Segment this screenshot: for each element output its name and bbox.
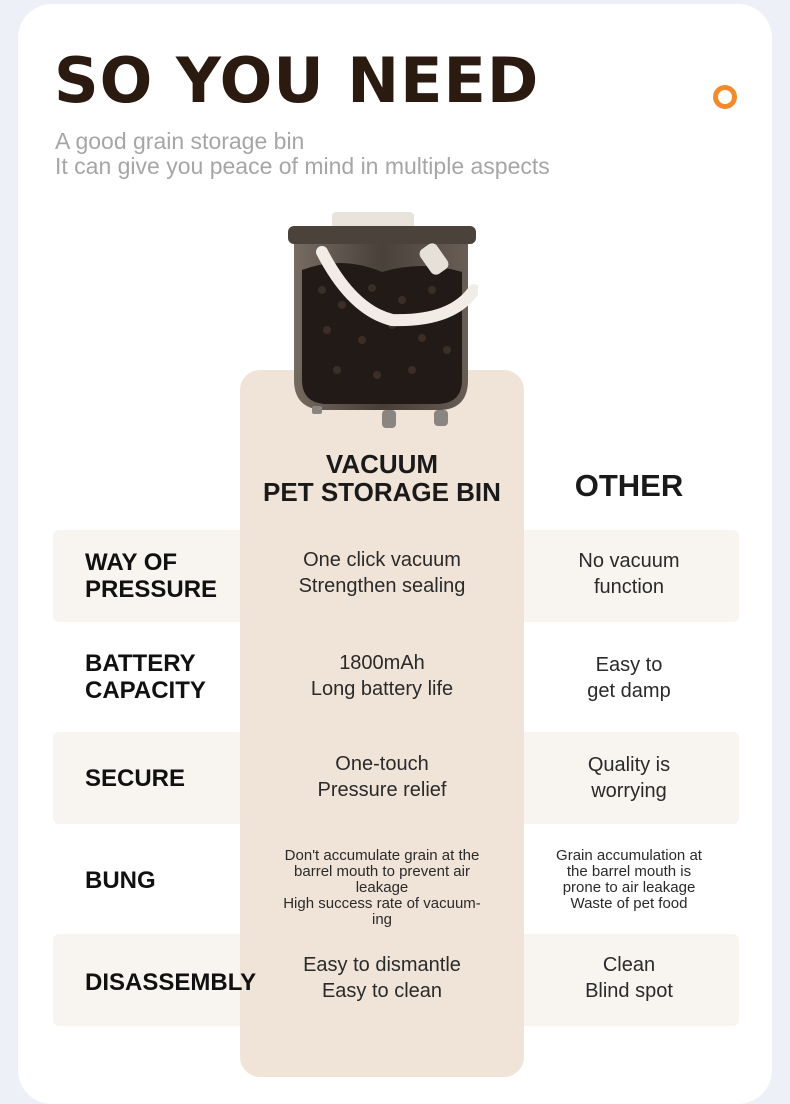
cell-vacuum-disassembly xyxy=(240,952,524,1004)
cell-other-bung xyxy=(524,848,734,912)
column-header-vacuum-line2: PET STORAGE BIN xyxy=(263,477,501,507)
cell-line: Don't accumulate grain at the xyxy=(284,847,480,864)
row-label-line: CAPACITY xyxy=(85,677,206,704)
cell-other-disassembly xyxy=(524,952,734,1004)
column-header-vacuum-line1: VACUUM xyxy=(325,449,439,479)
column-header-vacuum xyxy=(240,450,524,506)
row-label-bung xyxy=(85,867,156,894)
row-label-battery xyxy=(85,650,206,704)
cell-vacuum-secure xyxy=(240,751,524,803)
cell-line: Strengthen sealing xyxy=(298,575,466,597)
cell-line: leakage xyxy=(355,879,409,896)
row-label-line: SECURE xyxy=(85,765,186,792)
row-label-line: WAY OF xyxy=(85,549,178,576)
cell-line: High success rate of vacuum- xyxy=(283,895,481,912)
cell-line: 1800mAh xyxy=(339,652,425,674)
subtitle-line-1: A good grain storage bin xyxy=(55,128,305,154)
cell-line: function xyxy=(593,576,665,598)
cell-line: ing xyxy=(371,911,393,928)
cell-line: Long battery life xyxy=(310,678,454,700)
cell-line: barrel mouth to prevent air xyxy=(294,863,470,880)
row-label-secure xyxy=(85,765,185,792)
cell-line: One-touch xyxy=(335,753,429,775)
cell-line: Easy to xyxy=(595,654,663,676)
vacuum-storage-bin-image xyxy=(282,210,478,435)
cell-vacuum-pressure xyxy=(240,547,524,599)
page-title: SO YOU NEED xyxy=(54,44,540,117)
cell-line: Grain accumulation at xyxy=(556,847,702,864)
row-label-line: BATTERY xyxy=(85,650,196,677)
cell-line: worrying xyxy=(591,780,667,802)
cell-line: Quality is xyxy=(587,754,671,776)
cell-line: the barrel mouth is xyxy=(566,863,692,880)
cell-other-pressure xyxy=(524,548,734,600)
cell-other-secure xyxy=(524,752,734,804)
cell-line: get damp xyxy=(587,680,671,702)
row-label-disassembly xyxy=(85,969,256,996)
row-label-line: PRESSURE xyxy=(85,576,218,603)
orange-ring-icon xyxy=(713,85,737,109)
cell-line: Easy to clean xyxy=(321,980,443,1002)
cell-line: Blind spot xyxy=(585,980,673,1002)
cell-line: One click vacuum xyxy=(303,549,461,571)
cell-line: No vacuum xyxy=(578,550,680,572)
cell-line: prone to air leakage xyxy=(562,879,696,896)
column-header-other: OTHER xyxy=(574,468,684,503)
page-subtitle xyxy=(55,129,550,179)
cell-line: Clean xyxy=(602,954,656,976)
cell-line: Pressure relief xyxy=(317,779,447,801)
subtitle-line-2: It can give you peace of mind in multiple aspects xyxy=(55,153,550,179)
cell-vacuum-bung xyxy=(240,848,524,928)
cell-vacuum-battery xyxy=(240,650,524,702)
row-label-line: BUNG xyxy=(85,867,156,894)
cell-other-battery xyxy=(524,652,734,704)
row-label-line: DISASSEMBLY xyxy=(85,969,257,996)
cell-line: Easy to dismantle xyxy=(303,954,461,976)
cell-line: Waste of pet food xyxy=(570,895,688,912)
row-label-pressure xyxy=(85,549,217,603)
